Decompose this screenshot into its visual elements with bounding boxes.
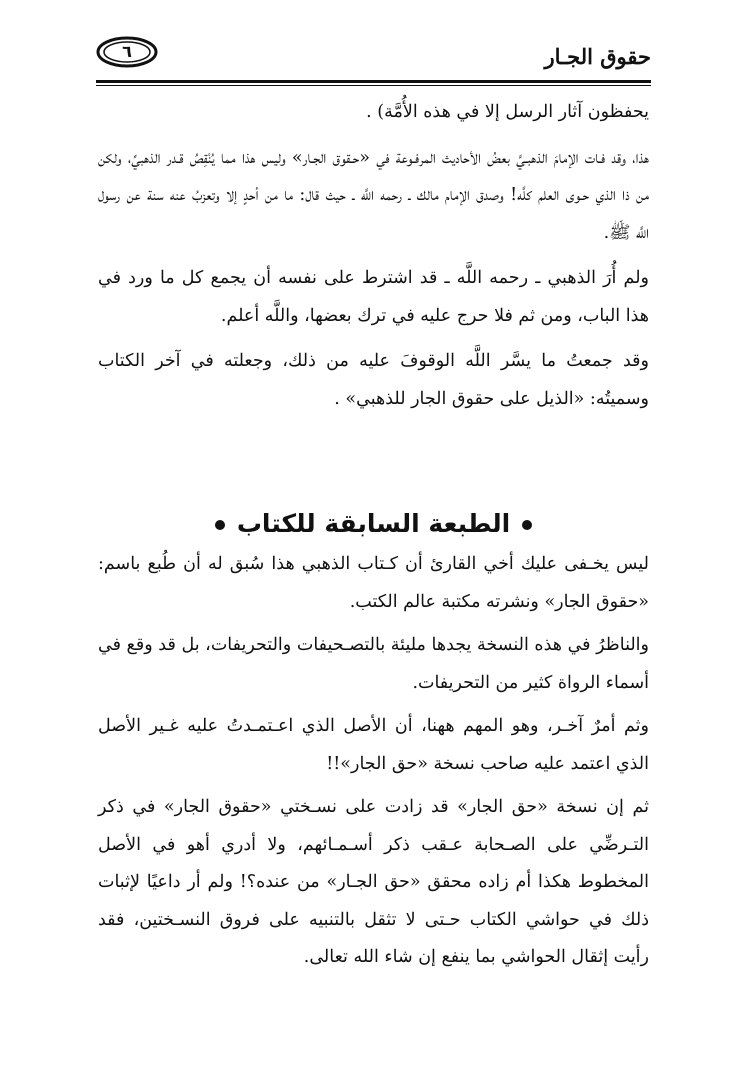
paragraph-6: والناظرُ في هذه النسخة يجدها مليئة بالتصـحيفات والتحريفات، بل قد وقع في أسماء الرواة كثير من التحريفات. (98, 635, 649, 693)
paragraph-3: ولم أُرَ الذهبي ـ رحمه اللَّه ـ قد اشترط على نفسه أن يجمع كل ما ورد في هذا الباب، ومن ثم فلا حرج عليه في ترك بعضها، واللَّه أعلم. (98, 268, 649, 326)
page-number-badge (96, 36, 158, 68)
running-header-title: حقوق الجـار (544, 44, 651, 69)
paragraph-4: وقد جمعتُ ما يسَّر اللَّه الوقوفَ عليه من ذلك، وجعلته في آخر الكتاب وسميتُه: «الذيل على حقوق الجار للذهبي» . (98, 351, 649, 409)
body-text-bottom (98, 546, 649, 977)
paragraph-2: هذا، وقد فـات الإمامَ الذهبـيَّ بعضُ الأحاديث المرفـوعة في «حـقوق الجـار» وليس هذا مما يُنْقِصُ قـدر الذهبيِّ، ولكن من ذا الذي حـوى العلم كلَّه! وصدق الإمام مالك ـ رحمه اللَّه ـ حيث قال: ما من أحدٍ إلا وتعزبُ عنه سنة عن رسول اللَّه ﷺ. (98, 147, 649, 243)
body-text-top (98, 94, 649, 418)
paragraph-5: ليس يخـفى عليك أخي القارئ أن كـتاب الذهبي هذا سُبق له أن طُبع باسم: «حقوق الجار» ونشرته مكتبة عالم الكتب. (98, 554, 649, 612)
section-heading (98, 502, 649, 546)
header-rule (96, 80, 651, 85)
header-rule-thick (96, 80, 651, 83)
paragraph-7: وثم أمرٌ آخـر، وهو المهم ههنا، أن الأصل الذي اعـتمـدتُ عليه غـير الأصل الذي اعتمد عليه صاحب نسخة «حق الجار»!! (98, 716, 649, 774)
page-number: ٦ (122, 42, 132, 61)
header-rule-thin (96, 85, 651, 86)
section-heading-text: الطبعة السابقة للكتاب (236, 509, 511, 538)
page-header (96, 36, 651, 82)
bullet-icon (215, 520, 225, 530)
paragraph-1: يحفظون آثار الرسل إلا في هذه الأُمَّة) . (366, 102, 649, 122)
paragraph-8: ثم إن نسخة «حق الجار» قد زادت على نسـختي «حقوق الجار» في ذكر التـرضِّي على الصـحابة عـقب ذكر أسـمـائهم، ولا أدري أهو في الأصل المخطوط هكذا أم زاده محقق «حق الجـار» من عنده؟! ولم أر داعيًا لإثبات ذلك في حواشي الكتاب حـتى لا تثقل بالتنبيه على فروق النسـختين، فقد رأيت إثقال الحواشي بما ينفع إن شاء الله تعالى. (98, 797, 649, 967)
bullet-icon (522, 520, 532, 530)
